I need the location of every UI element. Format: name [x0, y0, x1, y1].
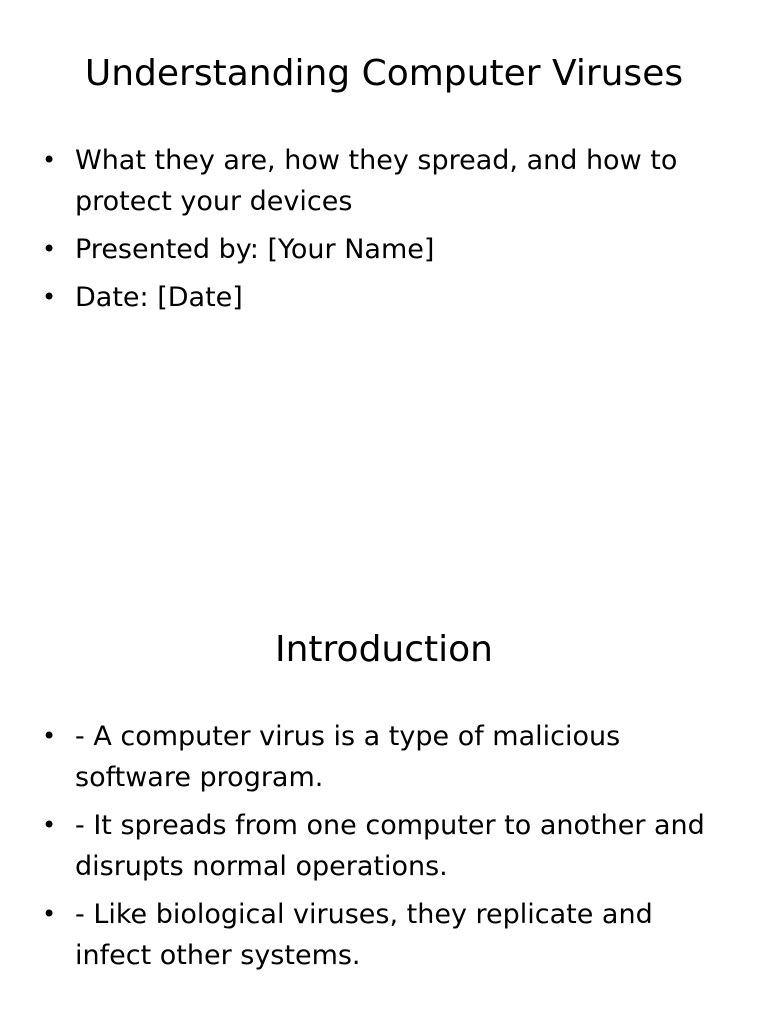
bullet-dot-icon: •: [42, 722, 57, 750]
slide-introduction: [0, 576, 768, 1024]
bullet-item: [42, 140, 732, 222]
bullet-item: [42, 277, 732, 318]
bullet-text: - A computer virus is a type of malicious software program.: [75, 721, 621, 793]
bullet-list: [42, 716, 732, 983]
bullet-item: [42, 716, 732, 798]
bullet-item: [42, 229, 732, 270]
bullet-item: [42, 805, 732, 887]
bullet-dot-icon: •: [42, 283, 57, 311]
bullet-text: - It spreads from one computer to another and disrupts normal operations.: [75, 810, 705, 882]
bullet-text: What they are, how they spread, and how to protect your devices: [75, 145, 678, 217]
bullet-dot-icon: •: [42, 146, 57, 174]
bullet-dot-icon: •: [42, 811, 57, 839]
bullet-dot-icon: •: [42, 900, 57, 928]
bullet-list: [42, 140, 732, 325]
slide-title: Understanding Computer Viruses: [84, 53, 684, 94]
slide-title: Introduction: [274, 629, 493, 670]
bullet-text: Date: [Date]: [75, 282, 243, 313]
bullet-text: Presented by: [Your Name]: [75, 234, 435, 265]
bullet-item: [42, 894, 732, 976]
bullet-dot-icon: •: [42, 235, 57, 263]
bullet-text: - Like biological viruses, they replicate and infect other systems.: [75, 899, 653, 971]
